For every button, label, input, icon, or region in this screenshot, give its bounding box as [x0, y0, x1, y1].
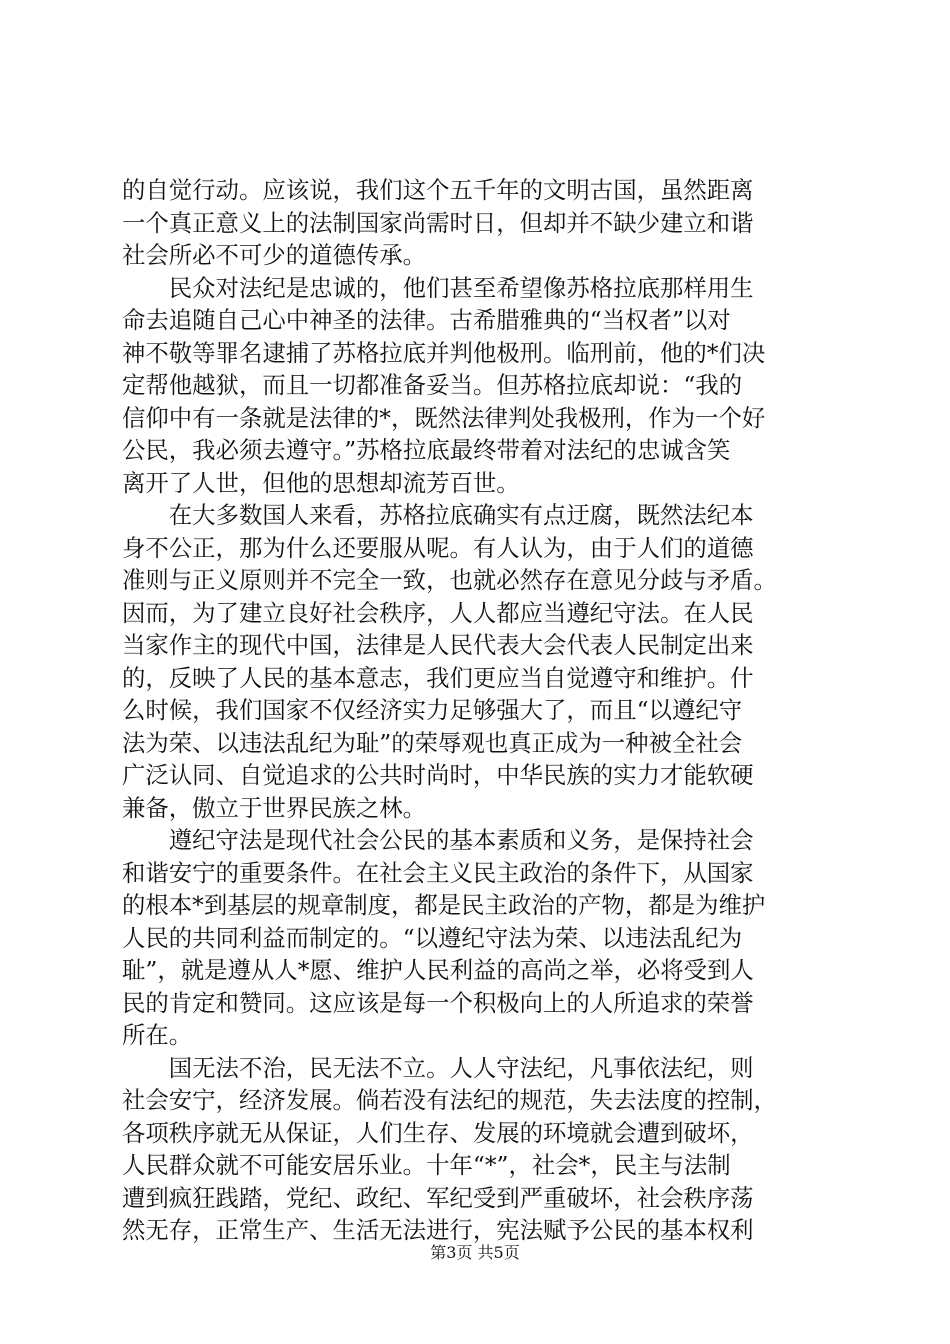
- text-line: 耻”，就是遵从人*愿、维护人民利益的高尚之举，必将受到人: [122, 956, 754, 984]
- text-line: 的自觉行动。应该说，我们这个五千年的文明古国，虽然距离: [122, 176, 754, 204]
- text-line: 定帮他越狱，而且一切都准备妥当。但苏格拉底却说：“我的: [122, 371, 743, 399]
- text-line: 么时候，我们国家不仅经济实力足够强大了，而且“以遵纪守: [122, 696, 743, 724]
- text-line: 和谐安宁的重要条件。在社会主义民主政治的条件下，从国家: [122, 858, 754, 887]
- text-line: 的，反映了人民的基本意志，我们更应当自觉遵守和维护。什: [122, 663, 754, 692]
- text-line: 一个真正意义上的法制国家尚需时日，但却并不缺少建立和谐: [122, 208, 754, 237]
- text-line: 法为荣、以违法乱纪为耻”的荣辱观也真正成为一种被全社会: [122, 728, 743, 757]
- text-line: 遭到疯狂践踏，党纪、政纪、军纪受到严重破坏，社会秩序荡: [122, 1183, 754, 1212]
- text-line: 公民，我必须去遵守。”苏格拉底最终带着对法纪的忠诚含笑: [122, 436, 731, 464]
- text-line: 遵纪守法是现代社会公民的基本素质和义务，是保持社会: [122, 826, 754, 854]
- text-line: 各项秩序就无从保证，人们生存、发展的环境就会遭到破坏，: [122, 1118, 754, 1147]
- text-line: 社会安宁，经济发展。倘若没有法纪的规范，失去法度的控制，: [122, 1086, 777, 1114]
- text-line: 命去追随自己心中神圣的法律。古希腊雅典的“当权者”以对: [122, 306, 731, 334]
- text-line: 人民群众就不可能安居乐业。十年“*”，社会*，民主与法制: [122, 1151, 731, 1179]
- text-line: 在大多数国人来看，苏格拉底确实有点迂腐，既然法纪本: [122, 501, 754, 529]
- text-line: 因而，为了建立良好社会秩序，人人都应当遵纪守法。在人民: [122, 598, 754, 627]
- text-line: 广泛认同、自觉追求的公共时尚时，中华民族的实力才能软硬: [122, 761, 754, 789]
- page-footer: 第3页 共5页: [430, 1243, 520, 1262]
- text-line: 的根本*到基层的规章制度，都是民主政治的产物，都是为维护: [122, 891, 766, 919]
- text-line: 民众对法纪是忠诚的，他们甚至希望像苏格拉底那样用生: [122, 273, 754, 302]
- text-line: 当家作主的现代中国，法律是人民代表大会代表人民制定出来: [122, 631, 754, 659]
- text-line: 兼备，傲立于世界民族之林。: [122, 793, 427, 822]
- text-line: 国无法不治，民无法不立。人人守法纪，凡事依法纪，则: [122, 1053, 754, 1082]
- body-text: [122, 174, 832, 1247]
- text-line: 神不敬等罪名逮捕了苏格拉底并判他极刑。临刑前，他的*们决: [122, 338, 766, 367]
- text-line: 所在。: [122, 1021, 193, 1049]
- text-line: 民的肯定和赞同。这应该是每一个积极向上的人所追求的荣誉: [122, 988, 754, 1017]
- text-line: 身不公正，那为什么还要服从呢。有人认为，由于人们的道德: [122, 533, 754, 562]
- text-line: 人民的共同利益而制定的。“以遵纪守法为荣、以违法乱纪为: [122, 923, 743, 952]
- text-line: 然无存，正常生产、生活无法进行，宪法赋予公民的基本权利: [122, 1216, 754, 1244]
- text-line: 准则与正义原则并不完全一致，也就必然存在意见分歧与矛盾。: [122, 566, 777, 594]
- text-line: 离开了人世，但他的思想却流芳百世。: [122, 468, 520, 497]
- text-line: 社会所必不可少的道德传承。: [122, 241, 427, 269]
- text-line: 信仰中有一条就是法律的*，既然法律判处我极刑，作为一个好: [122, 403, 766, 432]
